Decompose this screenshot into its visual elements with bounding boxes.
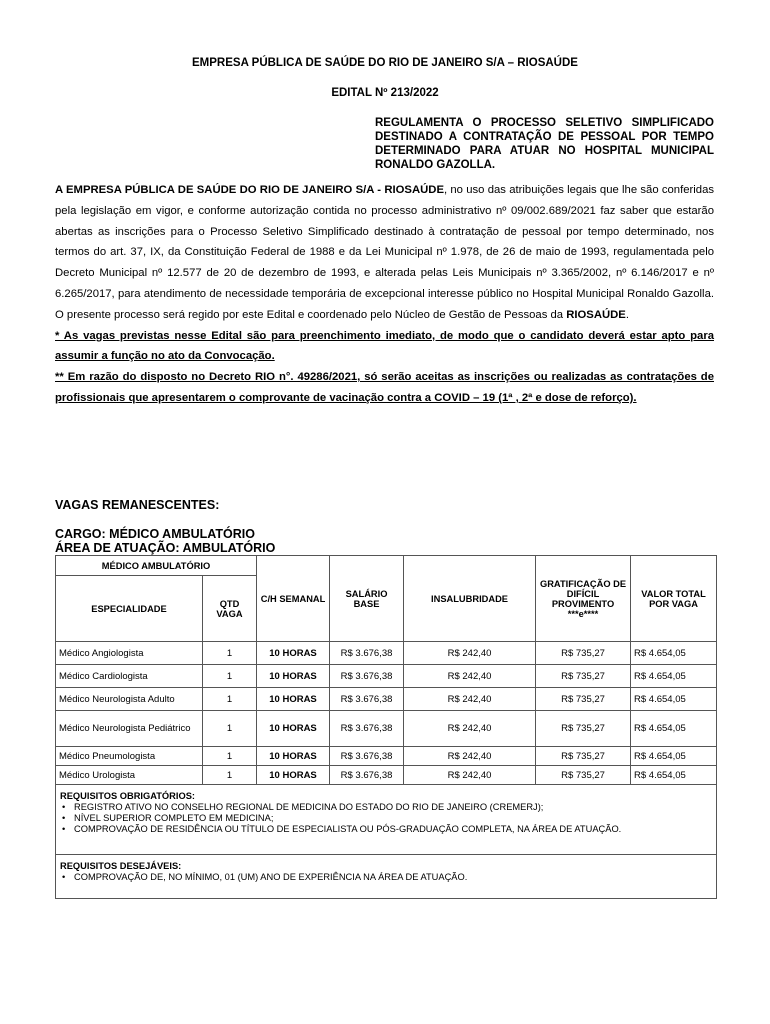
col-header-especialidade: ESPECIALIDADE	[56, 576, 203, 642]
cell-especialidade: Médico Angiologista	[56, 642, 203, 665]
cell-especialidade: Médico Urologista	[56, 766, 203, 785]
col-header-insalubridade: INSALUBRIDADE	[404, 556, 536, 642]
list-item: • REGISTRO ATIVO NO CONSELHO REGIONAL DE MEDICINA DO ESTADO DO RIO DE JANEIRO (CREMERJ);	[74, 802, 712, 813]
cell-salario: R$ 3.676,38	[330, 688, 404, 711]
cell-insalubridade: R$ 242,40	[404, 711, 536, 747]
table-row	[56, 665, 717, 688]
cell-ch: 10 HORAS	[257, 665, 330, 688]
cell-gratificacao: R$ 735,27	[536, 766, 631, 785]
list-item: • NÍVEL SUPERIOR COMPLETO EM MEDICINA;	[74, 813, 712, 824]
col-header-qtd: QTD VAGA	[203, 576, 257, 642]
cell-valor: R$ 4.654,05	[631, 642, 717, 665]
cell-insalubridade: R$ 242,40	[404, 766, 536, 785]
cell-salario: R$ 3.676,38	[330, 711, 404, 747]
cell-gratificacao: R$ 735,27	[536, 711, 631, 747]
cell-valor: R$ 4.654,05	[631, 747, 717, 766]
col-header-valor: VALOR TOTAL POR VAGA	[631, 556, 717, 642]
requisitos-obrigatorios-list	[60, 802, 712, 835]
requisitos-desejaveis-title: REQUISITOS DESEJÁVEIS:	[60, 861, 182, 871]
cell-qtd: 1	[203, 747, 257, 766]
col-header-salario: SALÁRIO BASE	[330, 556, 404, 642]
edital-number: EDITAL Nº 213/2022	[331, 87, 439, 99]
cell-ch: 10 HORAS	[257, 711, 330, 747]
cargo-heading: CARGO: MÉDICO AMBULATÓRIO	[55, 527, 255, 541]
cell-insalubridade: R$ 242,40	[404, 642, 536, 665]
note-covid-vaccination: ** Em razão do disposto no Decreto RIO n°. 49286/2021, só serão aceitas as inscrições ou realizadas as contratações de profissionais que apresentarem o comprovante de vacinação contra a COVID – 19 (1ª , 2ª e dose de reforço).	[55, 371, 714, 404]
cell-valor: R$ 4.654,05	[631, 711, 717, 747]
requisitos-obrigatorios-title: REQUISITOS OBRIGATÓRIOS:	[60, 791, 195, 801]
cell-ch: 10 HORAS	[257, 688, 330, 711]
cell-qtd: 1	[203, 766, 257, 785]
cell-especialidade: Médico Neurologista Pediátrico	[56, 711, 203, 747]
vagas-remanescentes-heading: VAGAS REMANESCENTES:	[55, 498, 220, 512]
cell-qtd: 1	[203, 665, 257, 688]
cell-salario: R$ 3.676,38	[330, 747, 404, 766]
edital-summary: REGULAMENTA O PROCESSO SELETIVO SIMPLIFICADO DESTINADO A CONTRATAÇÃO DE PESSOAL POR TEMPO DETERMINADO PARA ATUAR NO HOSPITAL MUNICIPAL RONALDO GAZOLLA.	[375, 117, 714, 171]
requisitos-desejaveis-list	[60, 872, 712, 883]
table-row	[56, 688, 717, 711]
edital-body	[55, 180, 714, 409]
intro-text: , no uso das atribuições legais que lhe são conferidas pela legislação em vigor, e conforme autorização contida no processo administrativo nº 09/002.689/2021 faz saber que estarão abertas as inscrições para o Processo Seletivo Simplificado destinado à contratação de pessoal por tempo determinado, nos termos do art. 37, IX, da Constituição Federal de 1988 e da Lei Municipal nº 1.978, de 26 de maio de 1993, regulamentada pelo Decreto Municipal nº 12.577 de 20 de dezembro de 1993, e alterada pelas Leis Municipais nº 3.365/2002, nº 6.146/2017 e nº 6.265/2017, para atendimento de necessidade temporária de excepcional interesse público no Hospital Municipal Ronaldo Gazolla. O presente processo será regido por este Edital e coordenado pelo Núcleo de Gestão de Pessoas da	[55, 184, 714, 321]
intro-org-name: A EMPRESA PÚBLICA DE SAÚDE DO RIO DE JANEIRO S/A - RIOSAÚDE	[55, 184, 444, 196]
cell-especialidade: Médico Cardiologista	[56, 665, 203, 688]
cell-salario: R$ 3.676,38	[330, 665, 404, 688]
cell-ch: 10 HORAS	[257, 747, 330, 766]
cell-gratificacao: R$ 735,27	[536, 665, 631, 688]
intro-paragraph	[55, 180, 714, 326]
cell-valor: R$ 4.654,05	[631, 665, 717, 688]
col-header-ch: C/H SEMANAL	[257, 556, 330, 642]
group-header: MÉDICO AMBULATÓRIO	[56, 556, 257, 576]
cell-ch: 10 HORAS	[257, 766, 330, 785]
cell-qtd: 1	[203, 688, 257, 711]
cell-gratificacao: R$ 735,27	[536, 688, 631, 711]
cell-salario: R$ 3.676,38	[330, 642, 404, 665]
table-row	[56, 747, 717, 766]
organization-title: EMPRESA PÚBLICA DE SAÚDE DO RIO DE JANEIRO S/A – RIOSAÚDE	[192, 57, 578, 69]
cell-especialidade: Médico Neurologista Adulto	[56, 688, 203, 711]
cell-gratificacao: R$ 735,27	[536, 642, 631, 665]
cell-salario: R$ 3.676,38	[330, 766, 404, 785]
cell-gratificacao: R$ 735,27	[536, 747, 631, 766]
requisitos-obrigatorios	[56, 785, 717, 855]
cell-qtd: 1	[203, 642, 257, 665]
cell-qtd: 1	[203, 711, 257, 747]
requisitos-desejaveis	[56, 855, 717, 899]
cell-insalubridade: R$ 242,40	[404, 665, 536, 688]
table-row	[56, 711, 717, 747]
vacancies-table	[55, 555, 717, 899]
cell-ch: 10 HORAS	[257, 642, 330, 665]
intro-end-org: RIOSAÚDE	[566, 308, 626, 321]
table-row	[56, 766, 717, 785]
intro-end: .	[625, 308, 629, 321]
col-header-gratificacao: GRATIFICAÇÃO DE DIFÍCIL PROVIMENTO ***e****	[536, 556, 631, 642]
area-heading: ÁREA DE ATUAÇÃO: AMBULATÓRIO	[55, 541, 276, 555]
list-item: • COMPROVAÇÃO DE, NO MÍNIMO, 01 (UM) ANO DE EXPERIÊNCIA NA ÁREA DE ATUAÇÃO.	[74, 872, 712, 883]
cell-valor: R$ 4.654,05	[631, 688, 717, 711]
cell-especialidade: Médico Pneumologista	[56, 747, 203, 766]
cell-valor: R$ 4.654,05	[631, 766, 717, 785]
note-immediate-vacancies: * As vagas previstas nesse Edital são para preenchimento imediato, de modo que o candidato deverá estar apto para assumir a função no ato da Convocação.	[55, 329, 714, 363]
cell-insalubridade: R$ 242,40	[404, 747, 536, 766]
table-row	[56, 642, 717, 665]
cell-insalubridade: R$ 242,40	[404, 688, 536, 711]
list-item: • COMPROVAÇÃO DE RESIDÊNCIA OU TÍTULO DE ESPECIALISTA OU PÓS-GRADUAÇÃO COMPLETA, NA ÁREA DE ATUAÇÃO.	[74, 824, 712, 835]
